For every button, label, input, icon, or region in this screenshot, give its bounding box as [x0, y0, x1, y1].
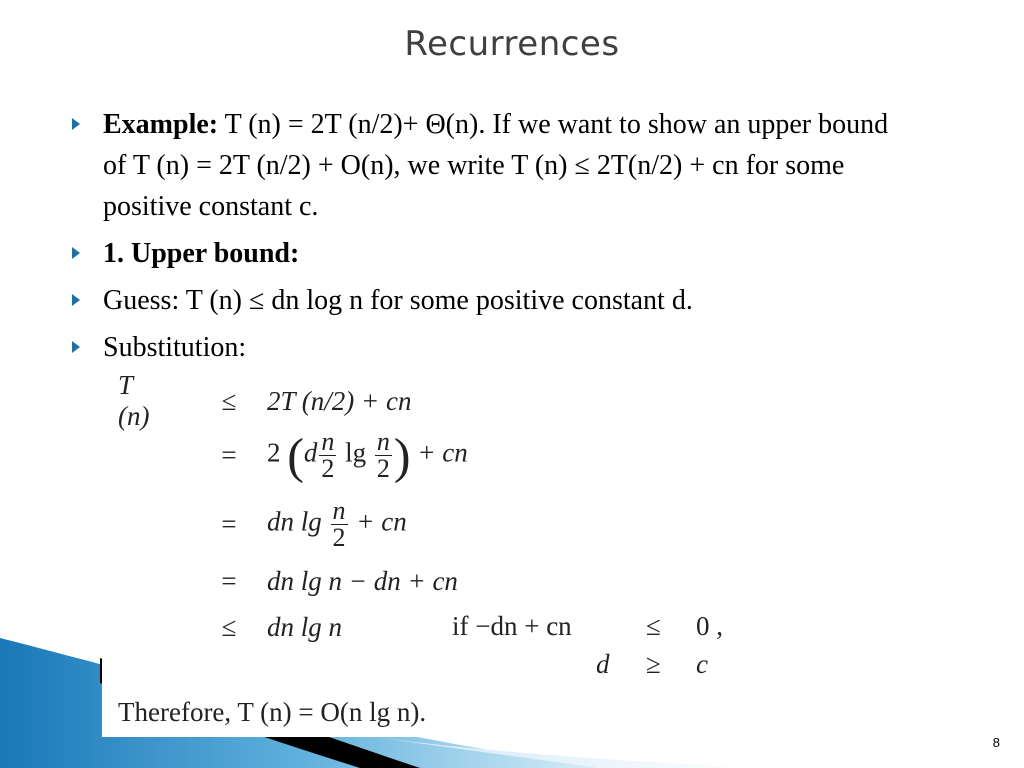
- bullet-bold-label: 1. Upper bound:: [103, 238, 300, 269]
- derivation-relation: ≤: [221, 385, 237, 416]
- fraction-denominator: 2: [376, 453, 390, 483]
- bullet-guess: [72, 280, 902, 321]
- bullet-text: Guess: T (n) ≤ dn log n for some positive constant d.: [103, 285, 693, 316]
- condition-rhs: c: [696, 649, 708, 679]
- page-number: 8: [992, 735, 1000, 750]
- derivation-d: d: [303, 437, 318, 468]
- fraction: [319, 426, 336, 483]
- bullet-substitution: [72, 327, 902, 368]
- bullet-arrow-icon: [72, 294, 80, 306]
- derivation-relation: =: [221, 565, 237, 596]
- bullet-bold-label: Example:: [103, 109, 219, 140]
- fraction-denominator: 2: [332, 522, 346, 552]
- bullet-upper-bound: [72, 233, 902, 274]
- condition-lhs: d: [596, 649, 610, 679]
- derivation-coefficient: 2: [267, 437, 281, 468]
- bullet-text: T (n) = 2T (n/2)+ Θ(n). If we want to show an upper bound of T (n) = 2T (n/2) + O(n), we write T (n) ≤ 2T(n/2) + cn for some positive constant c.: [103, 109, 889, 222]
- derivation-rhs: 2T (n/2) + cn: [267, 385, 412, 416]
- bullet-arrow-icon: [72, 118, 80, 130]
- derivation-image: [102, 370, 742, 737]
- derivation-rhs: dn lg n: [267, 611, 343, 642]
- derivation-head: dn lg: [267, 506, 322, 537]
- derivation-rhs: [267, 495, 407, 552]
- derivation-rhs: dn lg n − dn + cn: [267, 565, 458, 596]
- fraction: [331, 495, 348, 552]
- condition-if: if −dn + cn: [452, 611, 572, 641]
- left-paren: (: [287, 427, 304, 483]
- derivation-lhs: T (n): [118, 370, 150, 431]
- bullet-list: [72, 104, 902, 374]
- derivation-lg: lg: [345, 437, 367, 468]
- conclusion-text: Therefore, T (n) = O(n lg n).: [118, 697, 427, 727]
- fraction: [375, 426, 392, 483]
- condition-relation: ≤: [646, 611, 661, 641]
- derivation-rhs: [267, 426, 468, 483]
- bullet-arrow-icon: [72, 247, 80, 259]
- condition-rhs: 0 ,: [696, 611, 723, 641]
- fraction-denominator: 2: [321, 453, 335, 483]
- bullet-arrow-icon: [72, 341, 80, 353]
- fraction-numerator: n: [376, 426, 390, 456]
- derivation-tail: + cn: [356, 506, 407, 537]
- derivation-relation: =: [221, 508, 237, 539]
- condition-relation: ≥: [646, 649, 661, 679]
- fraction-numerator: n: [321, 426, 335, 456]
- derivation-tail: + cn: [417, 437, 468, 468]
- derivation-relation: ≤: [221, 611, 237, 642]
- bullet-example: [72, 104, 902, 227]
- fraction-numerator: n: [332, 495, 346, 525]
- right-paren: ): [393, 427, 411, 483]
- derivation-relation: =: [221, 439, 237, 470]
- slide-title: Recurrences: [404, 24, 620, 64]
- bullet-text: Substitution:: [103, 332, 247, 363]
